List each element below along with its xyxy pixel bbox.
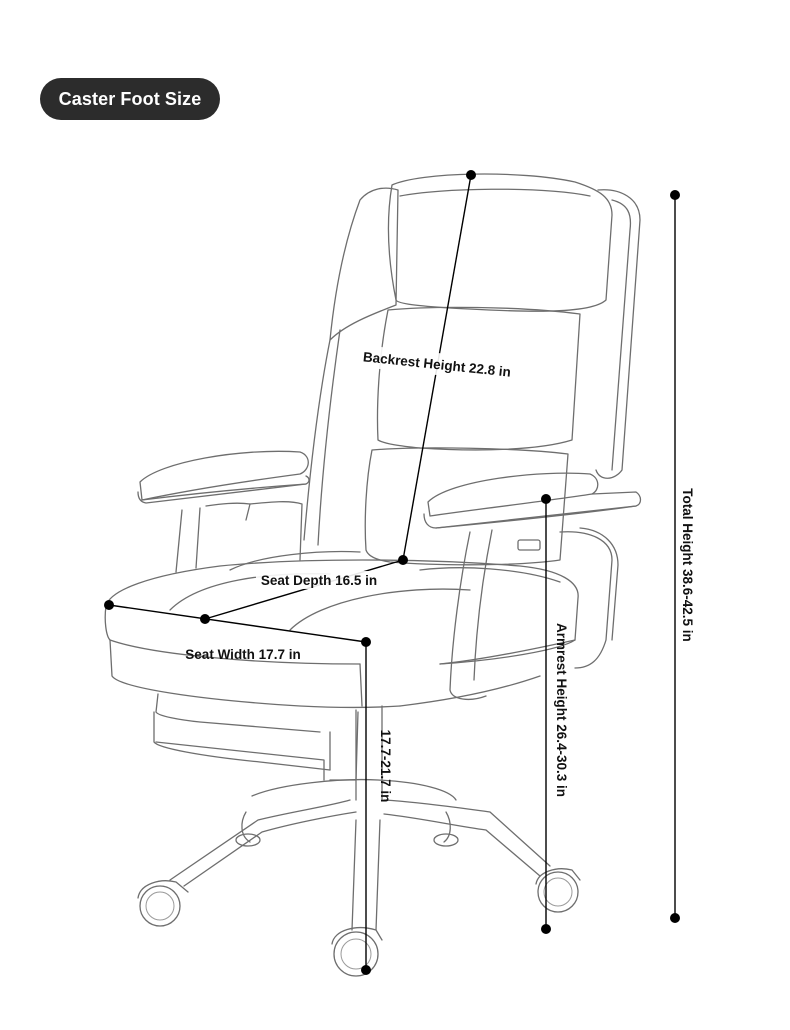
- total-height-top-dot: [670, 190, 680, 200]
- dimension-annotations: [104, 170, 680, 975]
- seat-width-label: Seat Width 17.7 in: [185, 647, 301, 662]
- total-height-label: Total Height 38.6-42.5 in: [680, 488, 695, 642]
- armrest-floor-dot: [541, 924, 551, 934]
- backrest-height-label: Backrest Height 22.8 in: [362, 349, 512, 380]
- seat-height-floor-dot: [361, 965, 371, 975]
- armrest-top-dot: [541, 494, 551, 504]
- armrest-height-label: Armrest Height 26.4-30.3 in: [554, 622, 569, 798]
- total-height-floor-dot: [670, 913, 680, 923]
- seat-width-left-dot: [104, 600, 114, 610]
- seat-width-line: [109, 605, 366, 642]
- backrest-top-dot: [466, 170, 476, 180]
- dimension-labels: [185, 346, 695, 802]
- page-title-badge: Caster Foot Size: [40, 78, 220, 120]
- seat-depth-label: Seat Depth 16.5 in: [260, 573, 378, 588]
- seat-depth-line: [205, 560, 403, 619]
- seat-height-label: 17.7-21.7 in: [378, 729, 393, 803]
